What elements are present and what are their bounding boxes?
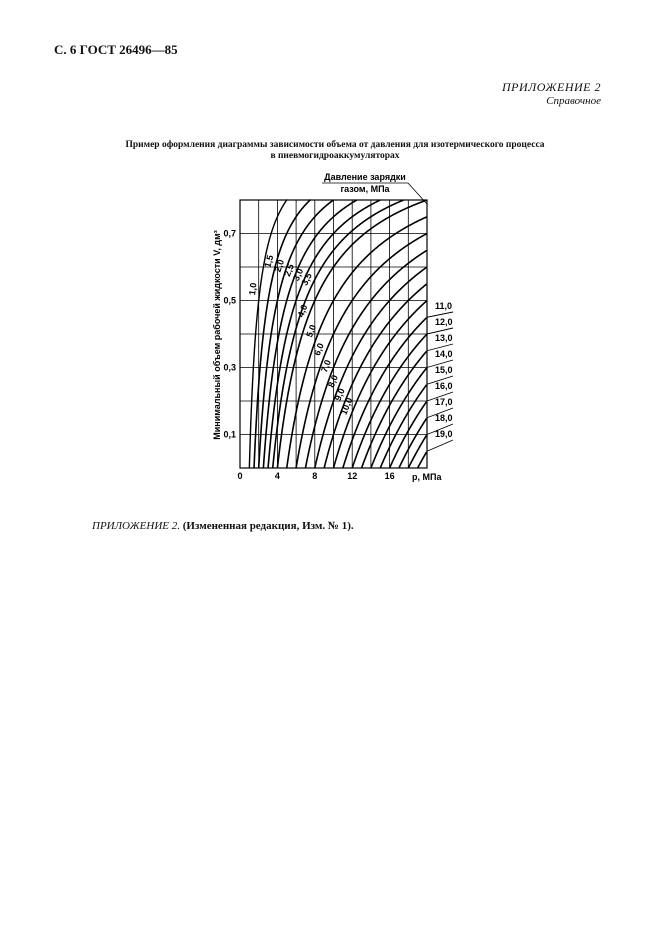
curve-label: 18,0 xyxy=(435,413,453,423)
chart-ticks xyxy=(223,229,394,482)
curve-14-0 xyxy=(371,368,427,468)
curve-label: 5,0 xyxy=(304,323,319,339)
curve-18-0 xyxy=(408,435,426,468)
curve-label: 3,0 xyxy=(290,266,306,283)
caption-line-1: Пример оформления диаграммы зависимости объема от давления для изотермического процесса xyxy=(125,140,545,150)
curve-label: 11,0 xyxy=(435,301,453,311)
curve-label: 13,0 xyxy=(435,333,453,343)
curve-label: 9,0 xyxy=(332,386,347,403)
curve-label: 14,0 xyxy=(435,349,453,359)
legend-title-line-1: Давление зарядки xyxy=(324,172,406,182)
curve-9-0 xyxy=(324,284,426,468)
curve-label: 12,0 xyxy=(435,317,453,327)
curve-label: 1,0 xyxy=(247,282,259,296)
y-tick-label: 0,5 xyxy=(223,295,236,306)
y-tick-label: 0,3 xyxy=(223,362,236,373)
x-tick-label: 0 xyxy=(237,471,243,481)
footnote-text: (Измененная редакция, Изм. № 1). xyxy=(182,520,354,532)
curve-label: 3,5 xyxy=(299,271,314,287)
curve-19-0 xyxy=(418,452,427,468)
appendix-title: ПРИЛОЖЕНИЕ 2 xyxy=(502,80,601,94)
curve-leader xyxy=(427,440,453,451)
x-tick-label: 12 xyxy=(347,471,358,481)
x-tick-label: 4 xyxy=(274,471,280,481)
x-axis-label: р, МПа xyxy=(412,472,442,482)
curve-label: 1,5 xyxy=(262,253,276,269)
legend-leader-line xyxy=(408,183,427,204)
legend-title-line-2: газом, МПа xyxy=(340,184,390,194)
page-header: С. 6 ГОСТ 26496—85 xyxy=(54,42,178,57)
curve-label: 19,0 xyxy=(435,429,453,439)
curve-label: 10,0 xyxy=(338,396,355,417)
y-axis-label: Минимальный объем рабочей жидкости V, дм³ xyxy=(212,230,222,440)
curve-label: 15,0 xyxy=(435,365,453,375)
curve-label: 8,0 xyxy=(325,373,340,389)
curve-label: 2,0 xyxy=(272,258,287,274)
curve-label: 16,0 xyxy=(435,381,453,391)
appendix-subtitle: Справочное xyxy=(546,95,601,107)
curve-label: 17,0 xyxy=(435,397,453,407)
footnote xyxy=(92,520,354,532)
curve-label: 2,5 xyxy=(282,262,296,278)
curve-label: 7,0 xyxy=(319,358,333,374)
y-tick-label: 0,1 xyxy=(223,429,236,440)
x-tick-label: 16 xyxy=(384,471,395,481)
caption-line-2: в пневмогидроаккумуляторах xyxy=(270,151,400,161)
curve-15-0 xyxy=(380,385,426,468)
curve-label: 4,0 xyxy=(295,303,310,319)
curve-label: 6,0 xyxy=(311,341,326,357)
x-tick-label: 8 xyxy=(312,471,318,481)
footnote-label: ПРИЛОЖЕНИЕ 2. xyxy=(92,520,180,532)
y-tick-label: 0,7 xyxy=(223,228,236,239)
